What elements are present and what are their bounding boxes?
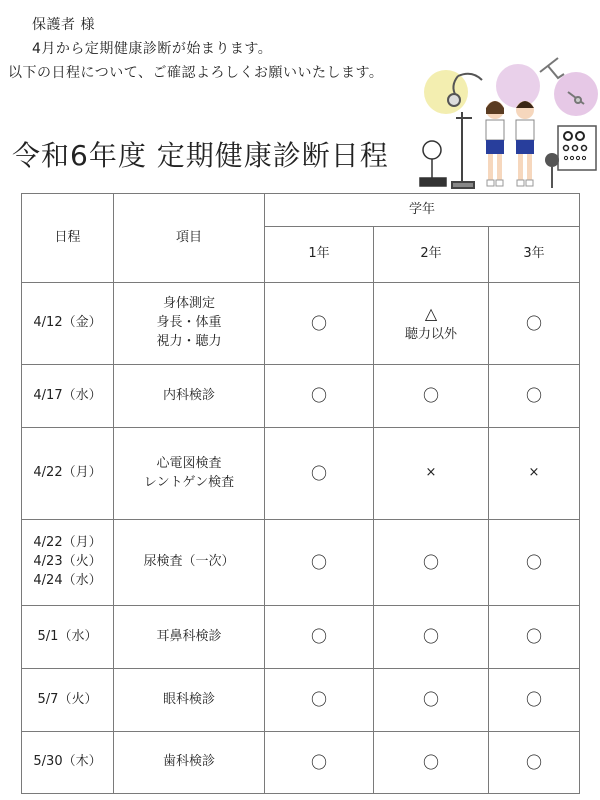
grade-1-cell	[265, 606, 374, 669]
item-line: 尿検査（一次）	[143, 554, 235, 570]
item-cell	[114, 732, 265, 794]
header-date: 日程	[22, 194, 114, 283]
table-row	[22, 283, 580, 365]
date-cell	[22, 669, 114, 732]
date-cell	[22, 606, 114, 669]
table-header-row	[22, 194, 580, 227]
item-cell	[114, 365, 265, 428]
grade-2-cell	[374, 606, 489, 669]
grade-1-cell	[265, 428, 374, 520]
grade-2-cell	[374, 428, 489, 520]
item-line: 内科検診	[162, 387, 215, 403]
date-cell	[22, 520, 114, 606]
status-mark: 〇	[526, 752, 543, 772]
date-line: 4/17（水）	[33, 387, 102, 403]
table-row	[22, 428, 580, 520]
header-grade-1: 1年	[265, 227, 374, 283]
date-cell	[22, 365, 114, 428]
status-mark: 〇	[422, 627, 439, 647]
grade-3-cell	[489, 283, 580, 365]
table-row	[22, 365, 580, 428]
item-cell	[114, 669, 265, 732]
item-line: 身長・体重	[156, 315, 222, 331]
grade-3-cell	[489, 365, 580, 428]
date-line: 5/30（木）	[33, 754, 102, 770]
status-mark: 〇	[310, 752, 327, 772]
status-mark: 〇	[310, 463, 327, 483]
item-cell	[114, 520, 265, 606]
item-line: レントゲン検査	[143, 474, 235, 490]
item-line: 心電図検査	[156, 455, 222, 471]
header-grade-2: 2年	[374, 227, 489, 283]
date-line: 4/22（月）	[33, 535, 102, 551]
grade-2-cell	[374, 669, 489, 732]
grade-3-cell	[489, 606, 580, 669]
header-grade-3: 3年	[489, 227, 580, 283]
height-scale-icon	[452, 112, 474, 188]
status-mark: 〇	[310, 690, 327, 710]
item-cell	[114, 428, 265, 520]
status-mark: 〇	[422, 752, 439, 772]
date-cell	[22, 428, 114, 520]
date-line: 4/23（火）	[33, 554, 102, 570]
grade-2-cell	[374, 365, 489, 428]
grade-2-cell	[374, 283, 489, 365]
status-mark: 〇	[526, 386, 543, 406]
status-mark: 〇	[422, 690, 439, 710]
grade-2-cell	[374, 732, 489, 794]
grade-1-cell	[265, 732, 374, 794]
status-mark: 〇	[422, 386, 439, 406]
grade-1-cell	[265, 365, 374, 428]
item-line: 耳鼻科検診	[156, 628, 222, 644]
greeting-line-1: 保護者 様	[32, 17, 95, 33]
weight-scale-icon	[420, 141, 446, 186]
status-mark: 〇	[526, 552, 543, 572]
date-line: 5/7（火）	[37, 691, 98, 707]
status-mark: 〇	[526, 627, 543, 647]
status-mark: △	[424, 304, 438, 324]
status-mark: 〇	[526, 313, 543, 333]
grade-3-cell	[489, 520, 580, 606]
status-note: 聴力以外	[404, 326, 457, 342]
eye-occluder-icon	[545, 153, 559, 188]
checkup-schedule-table	[21, 193, 580, 794]
header-grade-group: 学年	[265, 194, 580, 227]
date-line: 4/24（水）	[33, 572, 102, 588]
page-title: 令和6年度 定期健康診断日程	[12, 139, 389, 172]
item-line: 視力・聴力	[156, 333, 222, 349]
grade-1-cell	[265, 283, 374, 365]
grade-3-cell	[489, 669, 580, 732]
greeting-line-3: 以下の日程について、ご確認よろしくお願いいたします。	[8, 65, 384, 81]
grade-2-cell	[374, 520, 489, 606]
grade-3-cell	[489, 428, 580, 520]
table-row	[22, 520, 580, 606]
student-boy-icon	[516, 101, 534, 186]
item-line: 身体測定	[162, 296, 215, 312]
item-cell	[114, 606, 265, 669]
date-cell	[22, 732, 114, 794]
date-cell	[22, 283, 114, 365]
status-mark: 〇	[310, 386, 327, 406]
greeting-line-2: 4月から定期健康診断が始まります。	[32, 41, 273, 57]
date-line: 5/1（水）	[37, 628, 98, 644]
grade-1-cell	[265, 520, 374, 606]
table-row	[22, 732, 580, 794]
eye-chart-icon	[558, 126, 596, 170]
health-checkup-illustration	[418, 52, 600, 194]
status-mark: 〇	[310, 627, 327, 647]
status-mark: 〇	[310, 313, 327, 333]
item-cell	[114, 283, 265, 365]
status-mark: 〇	[310, 552, 327, 572]
grade-1-cell	[265, 669, 374, 732]
item-line: 眼科検診	[162, 691, 215, 707]
table-row	[22, 669, 580, 732]
item-line: 歯科検診	[162, 754, 215, 770]
student-girl-icon	[486, 101, 504, 186]
status-mark: 〇	[422, 552, 439, 572]
status-mark: ×	[528, 465, 540, 481]
status-mark: 〇	[526, 690, 543, 710]
table-row	[22, 606, 580, 669]
grade-3-cell	[489, 732, 580, 794]
status-mark: ×	[425, 465, 437, 481]
header-item: 項目	[114, 194, 265, 283]
date-line: 4/12（金）	[33, 315, 102, 331]
date-line: 4/22（月）	[33, 465, 102, 481]
